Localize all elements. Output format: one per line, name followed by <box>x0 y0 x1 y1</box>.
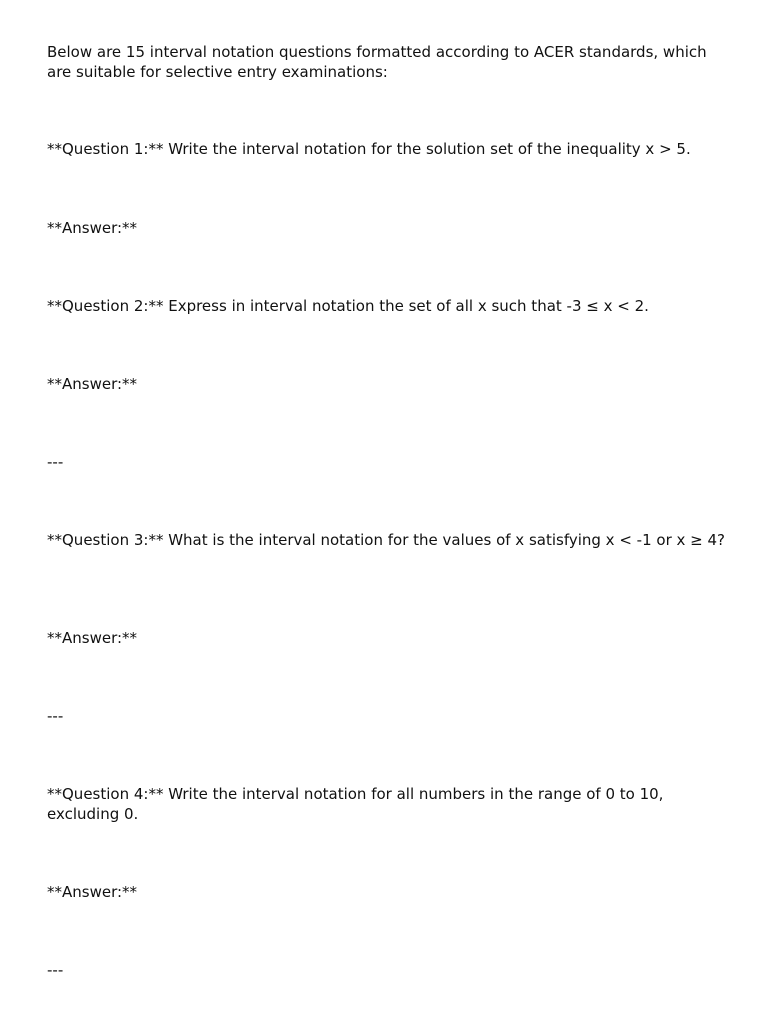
separator-3: --- <box>47 961 64 979</box>
answer-4-label: **Answer:** <box>47 883 138 901</box>
separator-1: --- <box>47 453 64 471</box>
separator-2: --- <box>47 707 64 725</box>
question-3: **Question 3:** What is the interval notation for the values of x satisfying x < -1 or x ≥ 4? <box>47 531 725 549</box>
question-1: **Question 1:** Write the interval notation for the solution set of the inequality x > 5. <box>47 140 691 158</box>
question-4: **Question 4:** Write the interval notation for all numbers in the range of 0 to 10, excluding 0. <box>47 785 664 823</box>
answer-2-label: **Answer:** <box>47 375 138 393</box>
question-2: **Question 2:** Express in interval notation the set of all x such that -3 ≤ x < 2. <box>47 297 649 315</box>
intro-paragraph: Below are 15 interval notation questions formatted according to ACER standards, which are suitable for selective entry examinations: <box>47 43 707 81</box>
answer-3-label: **Answer:** <box>47 629 138 647</box>
answer-1-label: **Answer:** <box>47 219 138 237</box>
